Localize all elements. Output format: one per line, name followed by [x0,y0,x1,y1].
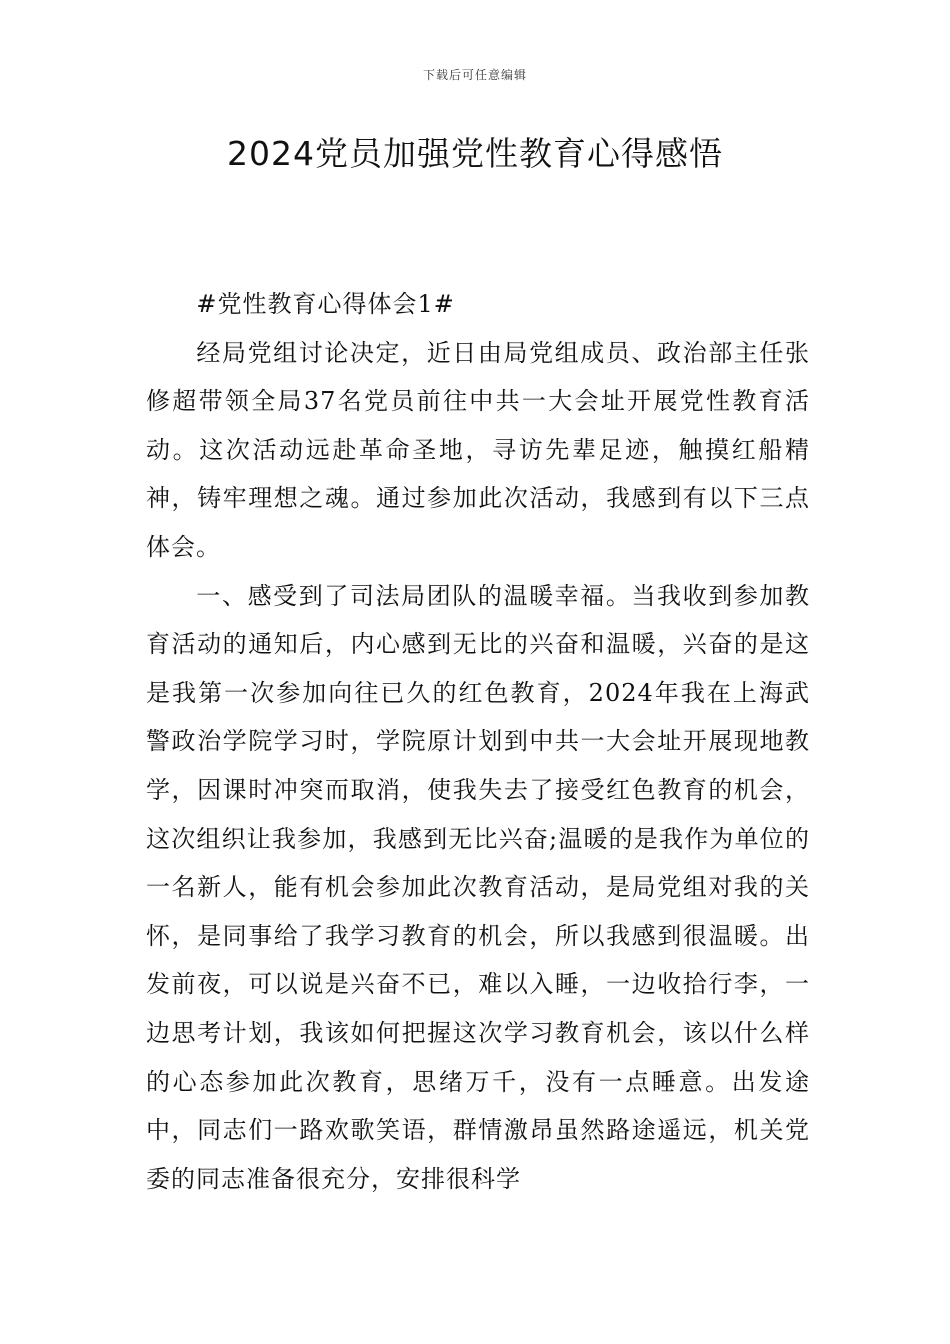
page-header-note: 下载后可任意编辑 [422,68,527,82]
document-title: 2024党员加强党性教育心得感悟 [227,134,723,173]
document-body [146,280,810,1203]
section-heading: #党性教育心得体会1# [196,290,455,318]
paragraph-intro: 经局党组讨论决定，近日由局党组成员、政治部主任张修超带领全局37名党员前往中共一大会址开展党性教育活动。这次活动远赴革命圣地，寻访先辈足迹，触摸红船精神，铸牢理想之魂。通过参加此次活动，我感到有以下三点体会。 [146,338,810,561]
paragraph-point-one: 一、感受到了司法局团队的温暖幸福。当我收到参加教育活动的通知后，内心感到无比的兴奋和温暖，兴奋的是这是我第一次参加向往已久的红色教育，2024年我在上海武警政治学院学习时，学院原计划到中共一大会址开展现地教学，因课时冲突而取消，使我失去了接受红色教育的机会，这次组织让我参加，我感到无比兴奋;温暖的是我作为单位的一名新人，能有机会参加此次教育活动，是局党组对我的关怀，是同事给了我学习教育的机会，所以我感到很温暖。出发前夜，可以说是兴奋不已，难以入睡，一边收拾行李，一边思考计划，我该如何把握这次学习教育机会，该以什么样的心态参加此次教育，思绪万千，没有一点睡意。出发途中，同志们一路欢歌笑语，群情激昂虽然路途遥远，机关党委的同志准备很充分，安排很科学 [146,581,810,1193]
